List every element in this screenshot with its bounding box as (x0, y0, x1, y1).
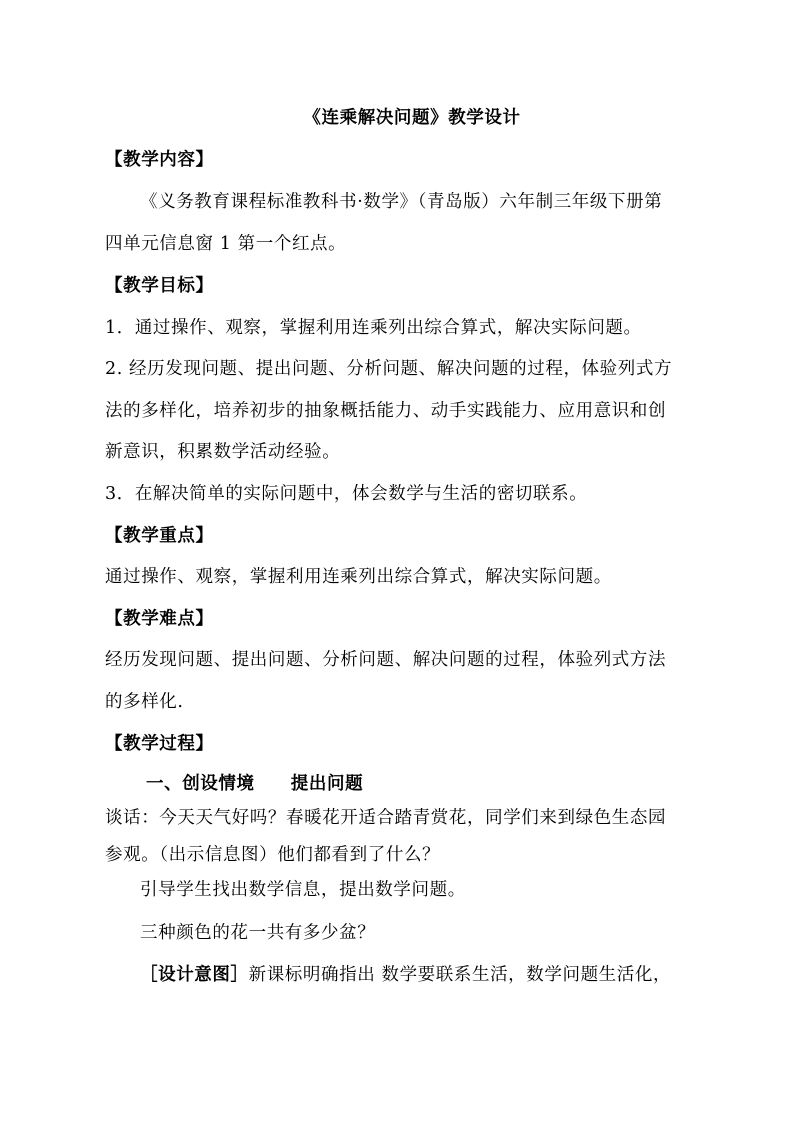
heading-teaching-goals: 【教学目标】 (105, 276, 214, 296)
paragraph-text: 三种颜色的花一共有多少盆？ (140, 923, 376, 943)
paragraph-text: 四单元信息窗 1 第一个红点。 (105, 234, 347, 254)
subheading-step-one: 一、创设情境 提出问题 (146, 774, 364, 794)
paragraph-text: 谈话：今天天气好吗？春暖花开适合踏青赏花，同学们来到绿色生态园 (105, 808, 667, 828)
paragraph-text: 新意识，积累数学活动经验。 (105, 442, 341, 462)
paragraph-text: 2. 经历发现问题、提出问题、分析问题、解决问题的过程，体验列式方 (105, 359, 673, 379)
paragraph-text: 引导学生找出数学信息，提出数学问题。 (140, 880, 466, 900)
document-title: 《连乘解决问题》教学设计 (303, 108, 521, 128)
paragraph-text: 3．在解决简单的实际问题中，体会数学与生活的密切联系。 (105, 484, 588, 504)
paragraph-text: 的多样化. (105, 692, 184, 712)
design-intent-label: ［设计意图］ (140, 965, 249, 985)
paragraph-text: 参观。（出示信息图）他们都看到了什么？ (105, 845, 441, 865)
paragraph-text: 经历发现问题、提出问题、分析问题、解决问题的过程，体验列式方法 (105, 650, 667, 670)
heading-difficulties: 【教学难点】 (105, 609, 214, 629)
paragraph-text: 法的多样化，培养初步的抽象概括能力、动手实践能力、应用意识和创 (105, 401, 667, 421)
heading-key-points: 【教学重点】 (105, 526, 214, 546)
paragraph-text: 《义务教育课程标准教科书·数学》（青岛版）六年制三年级下册第 (140, 192, 663, 212)
paragraph-design-intent (140, 963, 671, 987)
heading-teaching-process: 【教学过程】 (105, 734, 214, 754)
paragraph-text: 1．通过操作、观察，掌握利用连乘列出综合算式，解决实际问题。 (105, 318, 642, 338)
design-intent-text: 新课标明确指出 数学要联系生活，数学问题生活化， (248, 965, 672, 985)
paragraph-text: 通过操作、观察，掌握利用连乘列出综合算式，解决实际问题。 (105, 567, 612, 587)
heading-teaching-content: 【教学内容】 (105, 150, 214, 170)
